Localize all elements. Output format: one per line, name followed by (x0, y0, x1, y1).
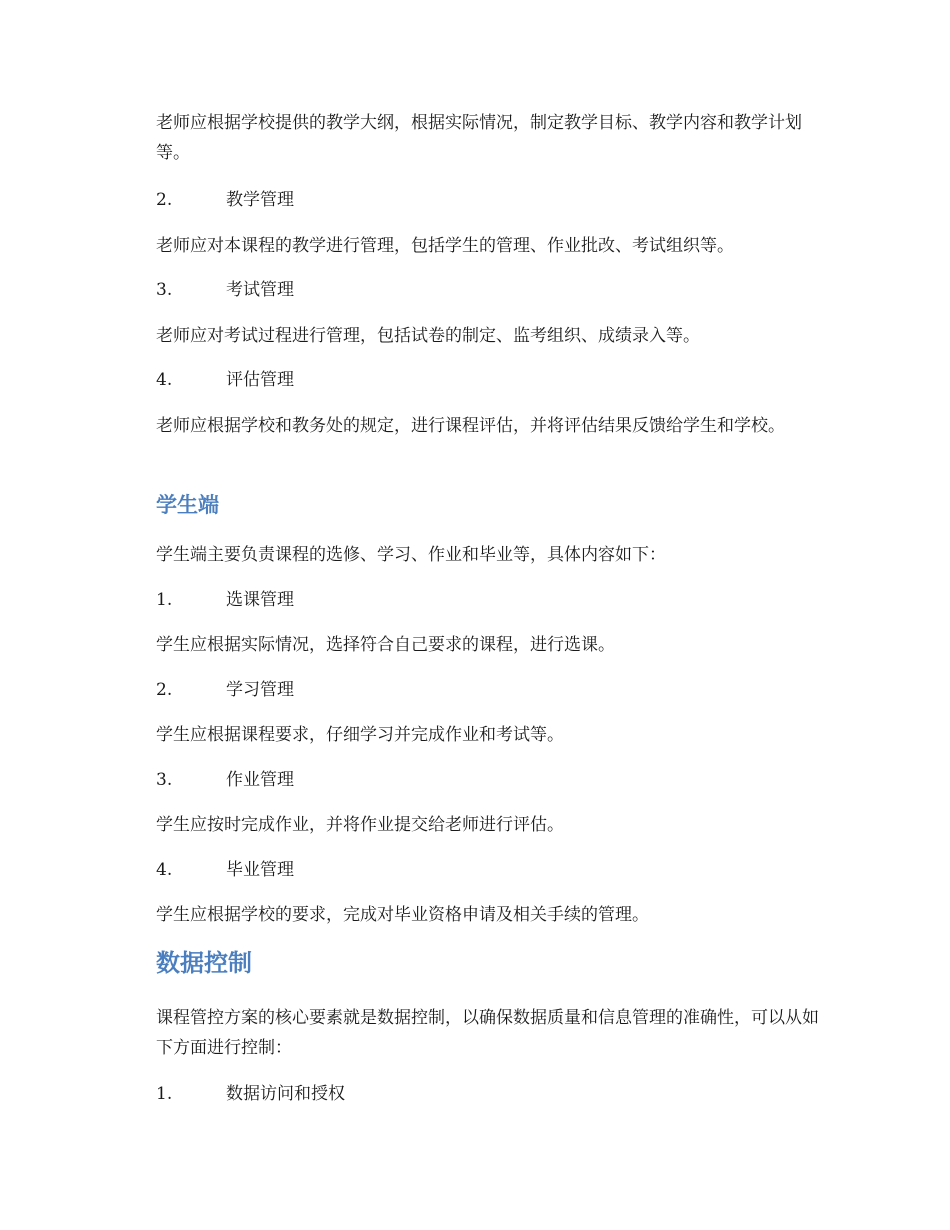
section-heading-student: 学生端 (156, 493, 219, 517)
list-item-number: 3. (156, 280, 173, 300)
list-item-description: 老师应根据学校和教务处的规定，进行课程评估，并将评估结果反馈给学生和学校。 (156, 416, 785, 436)
list-item-number: 1. (156, 1084, 173, 1104)
list-item-number: 2. (156, 680, 173, 700)
list-item-title: 数据访问和授权 (226, 1084, 345, 1104)
list-item (156, 185, 294, 215)
list-item-number: 4. (156, 370, 173, 390)
list-item (156, 765, 294, 795)
list-item (156, 585, 294, 615)
list-item (156, 365, 294, 395)
list-item-description: 学生应根据学校的要求，完成对毕业资格申请及相关手续的管理。 (156, 905, 649, 925)
list-item-title: 毕业管理 (226, 860, 294, 880)
section-heading-data-control: 数据控制 (156, 949, 252, 977)
list-item-description: 老师应对本课程的教学进行管理，包括学生的管理、作业批改、考试组织等。 (156, 236, 734, 256)
list-item-title: 学习管理 (226, 680, 294, 700)
list-item (156, 1079, 345, 1109)
list-item (156, 675, 294, 705)
teacher-intro-paragraph: 老师应根据学校提供的教学大纲，根据实际情况，制定教学目标、教学内容和教学计划等。 (156, 113, 802, 163)
list-item-title: 教学管理 (226, 190, 294, 210)
list-item (156, 275, 294, 305)
list-item-description: 学生应根据课程要求，仔细学习并完成作业和考试等。 (156, 725, 564, 745)
list-item-number: 1. (156, 590, 173, 610)
list-item-number: 3. (156, 770, 173, 790)
list-item-number: 2. (156, 190, 173, 210)
list-item-description: 老师应对考试过程进行管理，包括试卷的制定、监考组织、成绩录入等。 (156, 326, 700, 346)
data-control-intro-paragraph: 课程管控方案的核心要素就是数据控制，以确保数据质量和信息管理的准确性，可以从如下方面进行控制： (156, 1008, 819, 1058)
list-item-title: 选课管理 (226, 590, 294, 610)
student-intro-paragraph: 学生端主要负责课程的选修、学习、作业和毕业等，具体内容如下： (156, 545, 666, 565)
list-item-title: 考试管理 (226, 280, 294, 300)
list-item (156, 855, 294, 885)
list-item-description: 学生应按时完成作业，并将作业提交给老师进行评估。 (156, 815, 564, 835)
list-item-title: 评估管理 (226, 370, 294, 390)
list-item-title: 作业管理 (226, 770, 294, 790)
list-item-number: 4. (156, 860, 173, 880)
list-item-description: 学生应根据实际情况，选择符合自己要求的课程，进行选课。 (156, 635, 615, 655)
